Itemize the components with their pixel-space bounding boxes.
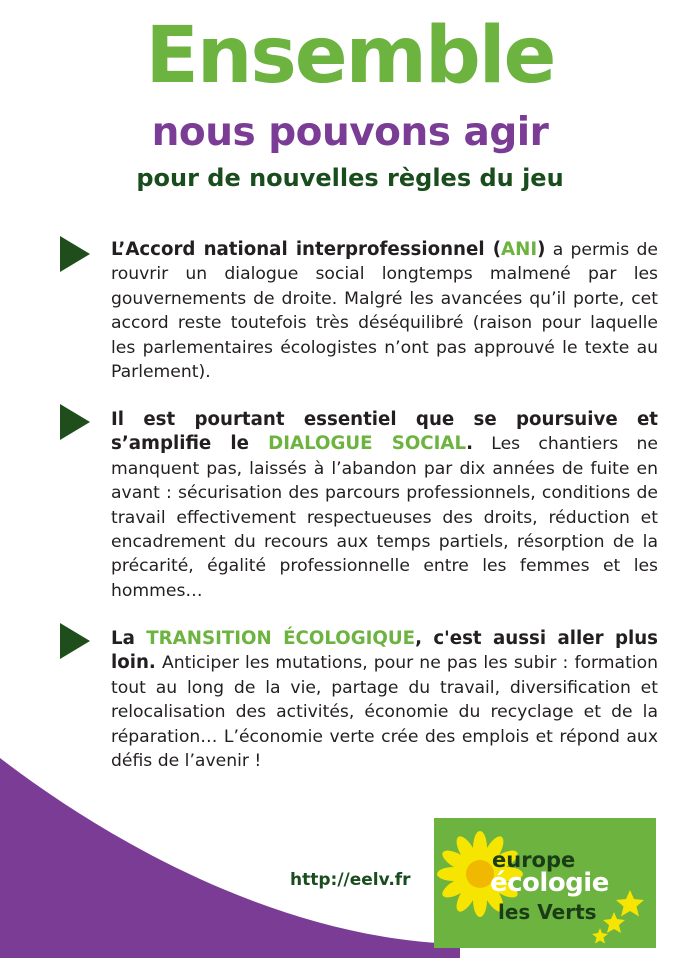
website-link[interactable]: http://eelv.fr [290,870,411,890]
section-highlight: TRANSITION ÉCOLOGIQUE [146,628,416,649]
section-body: a permis de rouvrir un dialogue social longtemps malmené par les gouvernements de droite. Malgré les avancées qu’il porte, cet accord reste toutefois très déséquilibré (raison pour laquelle les parlementaires écologistes n’ont pas approuvé le texte au Parlement). [111,240,658,383]
section-body: Anticiper les mutations, pour ne pas les subir : formation tout au long de la vie, partage du travail, diversification et relocalisation des activités, économie du recyclage et de la réparation… L’économie verte crée des emplois et répond aux défis de l’avenir ! [111,653,658,772]
section-lead-end: . [466,433,474,455]
tagline: pour de nouvelles règles du jeu [136,164,564,192]
section-dialogue-social [111,408,658,603]
section-lead-end: , c'est aussi aller plus loin. [111,628,658,674]
logo-line-ecologie: écologie [490,868,609,898]
logo-line-europe: europe [492,848,576,872]
eelv-logo[interactable] [434,818,656,948]
section-ani [111,238,658,384]
section-lead: Il est pourtant essentiel que se poursuive et s’amplifie le [111,409,658,455]
section-body: Les chantiers ne manquent pas, laissés à l’abandon par dix années de fuite en avant : sécurisation des parcours professionnels, conditions de travail effectivement respectueuses des droits, réduction et encadrement du recours aux temps partiels, résorption de la précarité, égalité professionnelle entre les femmes et les hommes… [111,434,658,601]
main-title: Ensemble [145,11,555,101]
bullet-arrow-icon [60,236,90,272]
section-lead: L’Accord national interprofessionnel ( [111,239,502,260]
section-highlight: ANI [501,239,538,260]
bullet-arrow-icon [60,623,90,659]
logo-line-les-verts: les Verts [498,900,597,924]
section-lead-end: ) [537,239,546,260]
purple-swoosh [0,740,460,958]
section-highlight: DIALOGUE SOCIAL [268,433,467,455]
subtitle: nous pouvons agir [151,110,549,155]
section-lead: La [111,628,147,649]
bullet-arrow-icon [60,404,90,440]
